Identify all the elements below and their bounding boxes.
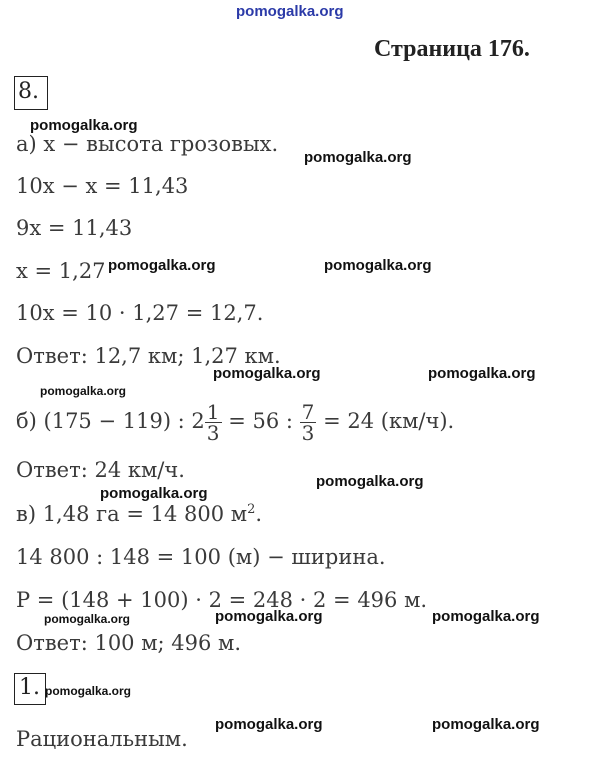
watermark[interactable]: pomogalka.org [215, 716, 323, 733]
task-8v-line-1-text: в) 1,48 га = 14 800 м [16, 502, 248, 526]
watermark[interactable]: pomogalka.org [215, 608, 323, 625]
watermark[interactable]: pomogalka.org [213, 365, 321, 382]
fraction-seven-thirds [300, 402, 317, 443]
task-8-box [14, 76, 48, 110]
page-title: Страница 176. [374, 36, 530, 62]
fraction-2-num: 7 [301, 400, 315, 424]
task-8a-line-3: 9x = 11,43 [16, 216, 133, 240]
task-8b-answer: Ответ: 24 км/ч. [16, 458, 185, 482]
watermark[interactable]: pomogalka.org [100, 485, 208, 502]
fraction-one-third [205, 402, 222, 443]
task-8v-line-1-end: . [255, 502, 263, 526]
task-8a-line-1: а) x − высота грозовых. [16, 132, 279, 156]
task-1-answer: Рациональным. [16, 727, 188, 751]
fraction-2-den: 3 [301, 421, 315, 445]
watermark[interactable]: pomogalka.org [30, 117, 138, 134]
watermark[interactable]: pomogalka.org [428, 365, 536, 382]
watermark[interactable]: pomogalka.org [44, 612, 131, 626]
task-1-number: 1. [19, 675, 40, 700]
task-8b-prefix: б) (175 − 119) : 2 [16, 409, 205, 433]
task-8b-mid: = 56 : [228, 409, 293, 433]
square-exponent: 2 [247, 502, 256, 517]
watermark[interactable]: pomogalka.org [45, 684, 132, 698]
task-8-number: 8. [18, 79, 39, 104]
watermark[interactable]: pomogalka.org [304, 149, 412, 166]
task-8v-answer: Ответ: 100 м; 496 м. [16, 631, 242, 655]
watermark[interactable]: pomogalka.org [324, 257, 432, 274]
watermark[interactable]: pomogalka.org [40, 384, 127, 398]
watermark-top[interactable]: pomogalka.org [236, 3, 344, 20]
task-8b-line [16, 402, 454, 443]
fraction-1-num: 1 [206, 400, 220, 424]
task-8b-suffix: = 24 (км/ч). [323, 409, 455, 433]
task-8a-line-4: x = 1,27 [16, 259, 106, 283]
task-8a-line-5: 10x = 10 · 1,27 = 12,7. [16, 301, 264, 325]
watermark[interactable]: pomogalka.org [432, 716, 540, 733]
task-8v-line-2: 14 800 : 148 = 100 (м) − ширина. [16, 545, 386, 569]
task-8v-line-3: P = (148 + 100) · 2 = 248 · 2 = 496 м. [16, 588, 428, 612]
task-8v-line-1 [16, 502, 262, 526]
watermark[interactable]: pomogalka.org [316, 473, 424, 490]
task-8a-line-2: 10x − x = 11,43 [16, 174, 189, 198]
watermark[interactable]: pomogalka.org [432, 608, 540, 625]
task-1-box [14, 673, 46, 705]
watermark[interactable]: pomogalka.org [108, 257, 216, 274]
fraction-1-den: 3 [206, 421, 220, 445]
task-8a-answer: Ответ: 12,7 км; 1,27 км. [16, 344, 281, 368]
